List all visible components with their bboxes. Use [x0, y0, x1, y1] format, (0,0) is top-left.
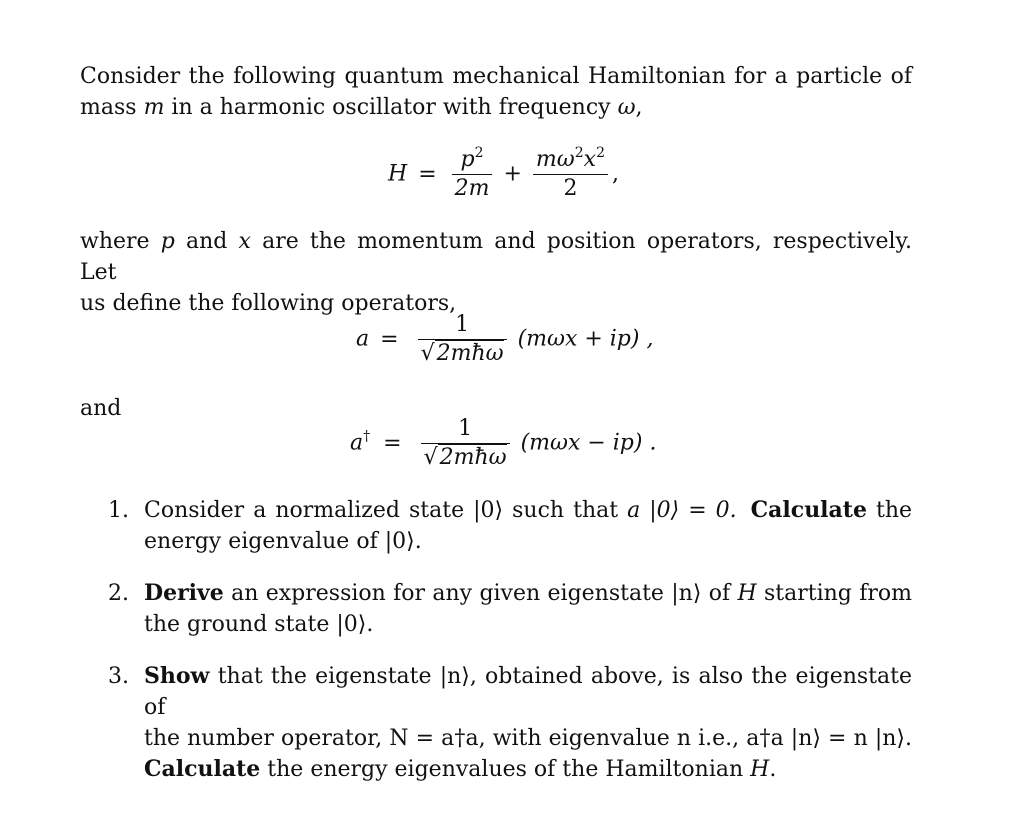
normalization-fraction [418, 311, 507, 368]
item-text: Consider a normalized state |0⟩ such that [144, 498, 628, 523]
equals-sign: = [418, 161, 437, 187]
and-text: and [80, 396, 122, 421]
equals-sign: = [383, 430, 402, 456]
comma: , [612, 161, 619, 187]
frequency-symbol: ω [617, 95, 636, 120]
sqrt-body: 2mħω [439, 445, 507, 470]
potential-denominator: 2 [563, 176, 578, 201]
dagger-symbol: † [363, 428, 371, 445]
intro-text: , [635, 95, 643, 120]
item-text-line-2: the number operator, N = a†a, with eigenvalue n i.e., a†a |n⟩ = n |n⟩. [144, 726, 912, 751]
kinetic-denominator: 2m [454, 176, 490, 201]
sqrt-sign: √ [420, 341, 435, 366]
where-paragraph [80, 226, 912, 319]
exponent: 2 [474, 145, 484, 161]
hamiltonian-symbol: H [737, 581, 757, 606]
annihilation-operator-expression: (mωx + ip) , [517, 326, 654, 352]
exponent: 2 [596, 145, 605, 161]
intro-paragraph [80, 61, 912, 123]
normalization-fraction [421, 415, 510, 472]
item-text-line-2: the ground state |0⟩. [144, 612, 374, 637]
creation-operator-symbol: a [350, 430, 364, 456]
position-symbol: x [583, 147, 597, 172]
item-text: . [769, 757, 777, 782]
intro-line-2 [80, 92, 912, 123]
question-item-1 [108, 495, 912, 557]
plus-sign: + [503, 161, 522, 187]
item-bold-verb: Derive [144, 580, 224, 606]
fraction-numerator: 1 [418, 311, 507, 340]
exponent: 2 [574, 145, 584, 161]
item-number: 2. [108, 581, 129, 606]
where-text: and [174, 229, 239, 254]
intro-text: in a harmonic oscillator with frequency [164, 95, 618, 120]
hamiltonian-symbol: H [750, 757, 770, 782]
hamiltonian-symbol: H [388, 161, 408, 187]
annihilation-operator-symbol: a [356, 326, 370, 352]
item-text-line-2: energy eigenvalue of |0⟩. [144, 529, 422, 554]
item-text: an expression for any given eigenstate |n⟩ of [223, 581, 738, 606]
potential-numerator: mω [535, 147, 575, 172]
where-line-2: us define the following operators, [80, 291, 457, 316]
annihilation-operator-equation [356, 311, 653, 368]
creation-operator-equation [350, 415, 656, 472]
sqrt-body: 2mħω [436, 341, 504, 366]
question-item-3 [108, 661, 912, 785]
item-bold-verb: Calculate [750, 497, 867, 523]
item-text: the [866, 498, 913, 523]
where-text: are the momentum and position operators, respectively. Let [80, 229, 913, 285]
item-number: 3. [108, 664, 129, 689]
kinetic-fraction [452, 146, 493, 203]
item-bold-verb: Show [144, 663, 210, 689]
sqrt-sign: √ [423, 445, 438, 470]
question-item-2 [108, 578, 912, 640]
momentum-symbol: p [460, 147, 475, 172]
fraction-numerator: 1 [421, 415, 510, 444]
momentum-symbol: p [160, 229, 175, 254]
where-text: where [80, 229, 161, 254]
mass-symbol: m [143, 95, 165, 120]
item-bold-verb: Calculate [144, 756, 261, 782]
position-symbol: x [238, 229, 251, 254]
item-text: the energy eigenvalues of the Hamiltonian [260, 757, 751, 782]
item-text: that the eigenstate |n⟩, obtained above, is also the eigenstate of [144, 664, 912, 720]
item-math: a |0⟩ = 0. [627, 498, 737, 523]
where-line-1 [80, 226, 912, 288]
intro-line-1: Consider the following quantum mechanical Hamiltonian for a particle of [80, 64, 912, 89]
potential-fraction [533, 146, 608, 203]
creation-operator-expression: (mωx − ip) . [520, 430, 657, 456]
item-number: 1. [108, 498, 129, 523]
intro-text: mass [80, 95, 144, 120]
equals-sign: = [380, 326, 399, 352]
item-text: starting from [756, 581, 912, 606]
hamiltonian-equation [388, 146, 619, 203]
